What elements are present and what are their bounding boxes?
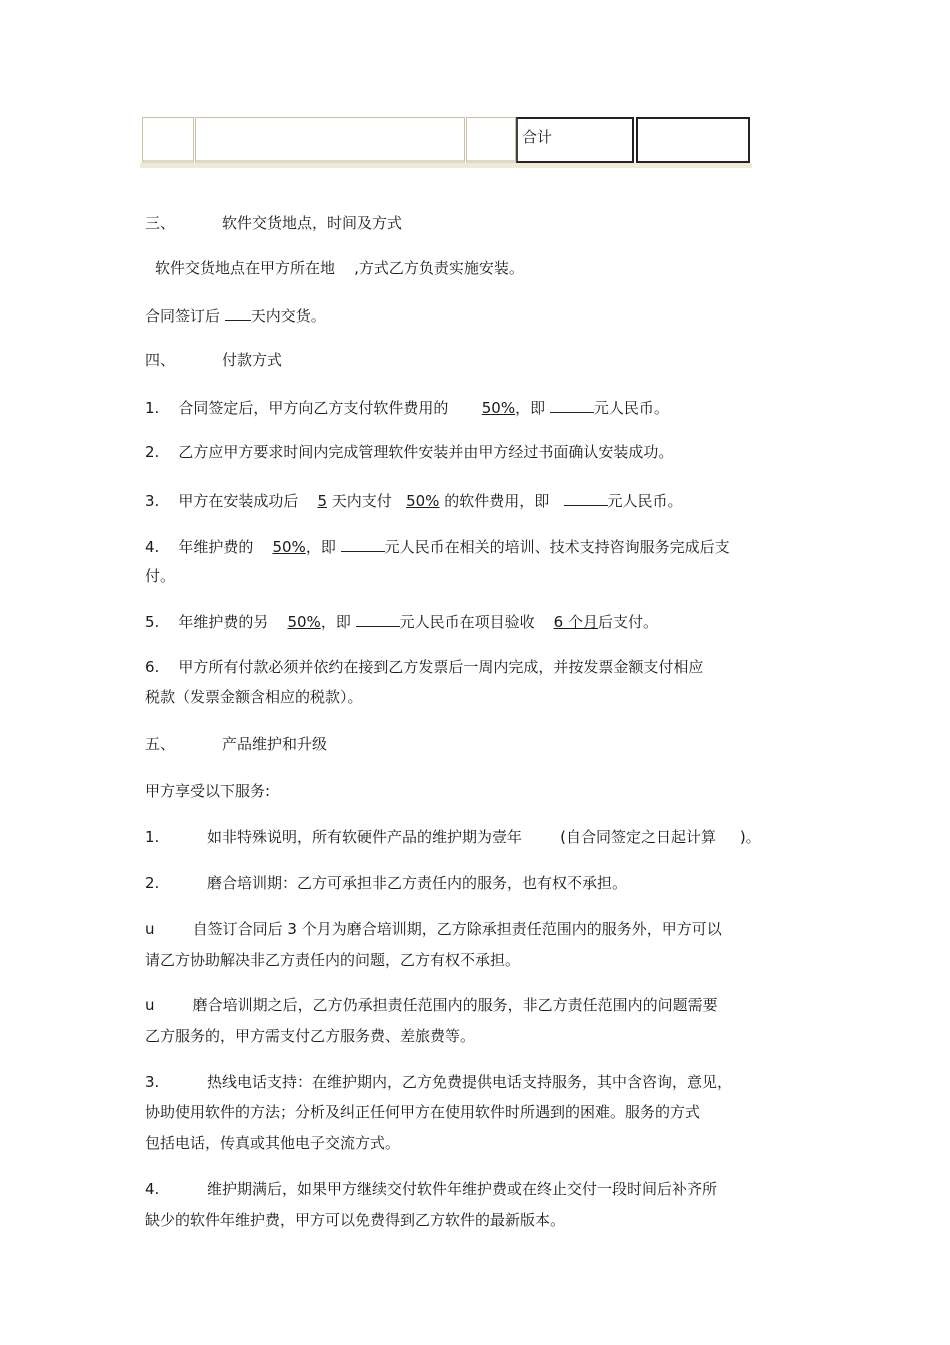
payment-item-6-cont: 税款（发票金额含相应的税款）。 xyxy=(145,688,363,706)
service-item-3-cont2: 包括电话，传真或其他电子交流方式。 xyxy=(145,1134,401,1152)
section-5-heading xyxy=(145,734,327,754)
fee-table xyxy=(140,117,752,169)
payment-item-4 xyxy=(145,536,730,557)
payment-item-4-mid: ，即 xyxy=(305,538,341,556)
section-3-heading xyxy=(145,213,402,233)
payment-item-1 xyxy=(145,397,669,418)
section-3-number: 三、 xyxy=(145,214,176,232)
payment-item-3 xyxy=(145,490,683,511)
payment-item-5-text: 5. 年维护费的另 xyxy=(145,613,288,631)
payment-item-4-percent: 50% xyxy=(272,538,306,556)
payment-item-5 xyxy=(145,611,658,632)
service-intro: 甲方享受以下服务: xyxy=(145,782,271,800)
section-3-title: 软件交货地点，时间及方式 xyxy=(222,214,403,232)
payment-item-3-days: 5 xyxy=(317,492,328,510)
payment-item-5-percent: 50% xyxy=(287,613,321,631)
service-bullet-1-cont: 请乙方协助解决非乙方责任内的问题，乙方有权不承担。 xyxy=(145,951,521,969)
delivery-place-paragraph: 软件交货地点在甲方所在地 ,方式乙方负责实施安装。 xyxy=(155,259,524,277)
payment-item-5-months: 6 个月 xyxy=(553,613,598,631)
table-shadow xyxy=(140,163,752,168)
payment-item-3-mid: 天内支付 xyxy=(327,492,407,510)
section-5-title: 产品维护和升级 xyxy=(222,735,328,753)
payment-item-4-amount-blank xyxy=(341,536,385,552)
table-cell-total-label: 合计 xyxy=(516,117,634,163)
payment-item-1-mid: ，即 xyxy=(515,399,550,417)
section-4-title: 付款方式 xyxy=(222,351,283,369)
payment-item-3-suffix: 元人民币。 xyxy=(607,492,683,510)
table-cell-index xyxy=(142,117,194,163)
payment-item-4-cont: 付。 xyxy=(145,567,176,585)
payment-item-4-suffix: 元人民币在相关的培训、技术支持咨询服务完成后支 xyxy=(384,538,730,556)
payment-item-5-mid2: 元人民币在项目验收 xyxy=(399,613,554,631)
payment-item-1-suffix: 元人民币。 xyxy=(593,399,669,417)
service-bullet-2-cont: 乙方服务的，甲方需支付乙方服务费、差旅费等。 xyxy=(145,1027,476,1045)
service-item-2: 2. 磨合培训期：乙方可承担非乙方责任内的服务，也有权不承担。 xyxy=(145,874,627,892)
table-cell-qty xyxy=(466,117,516,163)
service-bullet-1: u 自签订合同后 3 个月为磨合培训期，乙方除承担责任范围内的服务外，甲方可以 xyxy=(145,920,722,938)
payment-item-5-suffix: 后支付。 xyxy=(597,613,658,631)
payment-item-2: 2. 乙方应甲方要求时间内完成管理软件安装并由甲方经过书面确认安装成功。 xyxy=(145,443,674,461)
service-item-3: 3. 热线电话支持：在维护期内，乙方免费提供电话支持服务，其中含咨询，意见， xyxy=(145,1073,732,1091)
payment-item-3-mid2: 的软件费用，即 xyxy=(439,492,564,510)
section-4-heading xyxy=(145,350,282,370)
payment-item-1-text: 1. 合同签定后，甲方向乙方支付软件费用的 xyxy=(145,399,482,417)
delivery-time-text: 合同签订后 xyxy=(145,307,225,325)
payment-item-3-amount-blank xyxy=(564,490,608,506)
section-4-number: 四、 xyxy=(145,351,176,369)
service-item-1: 1. 如非特殊说明，所有软硬件产品的维护期为壹年 (自合同签定之日起计算 )。 xyxy=(145,828,761,846)
payment-item-3-percent: 50% xyxy=(406,492,440,510)
payment-item-6: 6. 甲方所有付款必须并依约在接到乙方发票后一周内完成，并按发票金额支付相应 xyxy=(145,658,704,676)
payment-item-5-mid: ，即 xyxy=(320,613,356,631)
payment-item-4-text: 4. 年维护费的 xyxy=(145,538,273,556)
delivery-time-suffix: 天内交货。 xyxy=(250,307,326,325)
payment-item-1-amount-blank xyxy=(550,397,594,413)
payment-item-1-percent: 50% xyxy=(481,399,516,417)
service-bullet-2: u 磨合培训期之后，乙方仍承担责任范围内的服务，非乙方责任范围内的问题需要 xyxy=(145,996,718,1014)
table-cell-item xyxy=(195,117,465,163)
service-item-4-cont: 缺少的软件年维护费，甲方可以免费得到乙方软件的最新版本。 xyxy=(145,1211,566,1229)
payment-item-5-amount-blank xyxy=(356,611,400,627)
delivery-days-blank xyxy=(225,305,251,321)
service-item-3-cont1: 协助使用软件的方法；分析及纠正任何甲方在使用软件时所遇到的困难。服务的方式 xyxy=(145,1103,701,1121)
service-item-4: 4. 维护期满后，如果甲方继续交付软件年维护费或在终止交付一段时间后补齐所 xyxy=(145,1180,717,1198)
delivery-time-paragraph xyxy=(145,305,326,326)
table-cell-total-value xyxy=(636,117,750,163)
payment-item-3-text: 3. 甲方在安装成功后 xyxy=(145,492,318,510)
section-5-number: 五、 xyxy=(145,735,176,753)
